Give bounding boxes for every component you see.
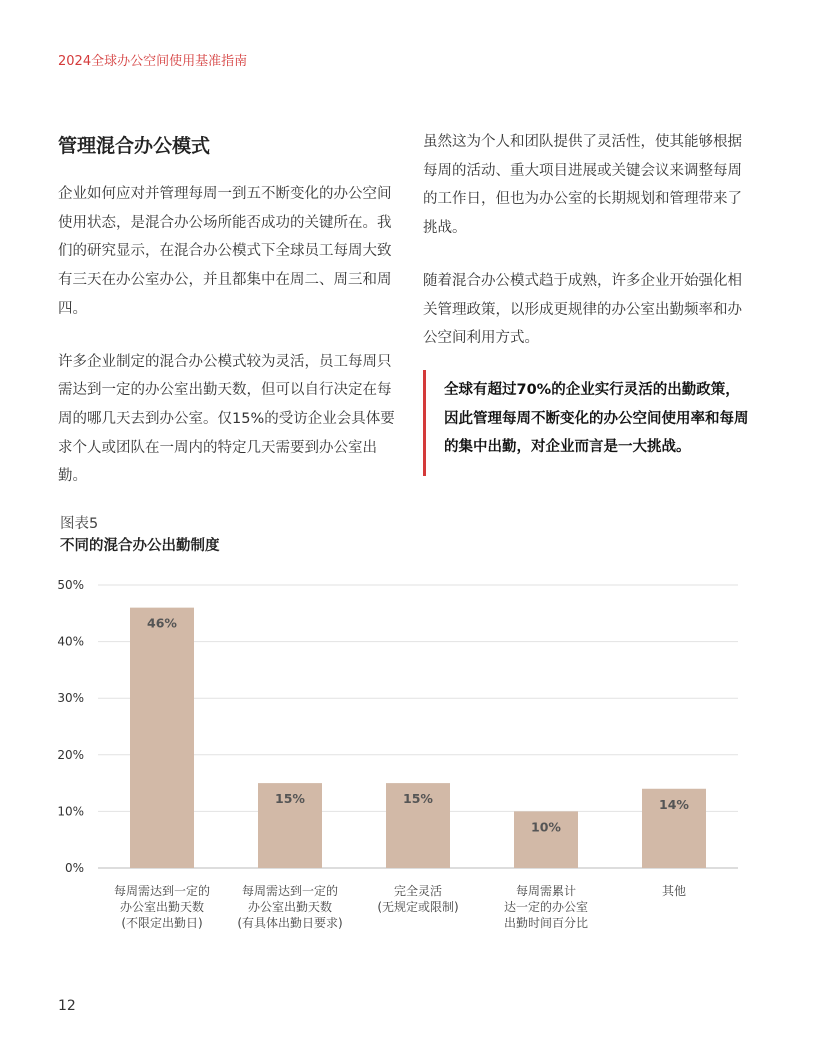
pull-quote-text: 全球有超过70%的企业实行灵活的出勤政策，因此管理每周不断变化的办公空间使用率和每周的集中出勤，对企业而言是一大挑战。 — [444, 382, 749, 455]
right-paragraph-1: 虽然这为个人和团队提供了灵活性，使其能够根据每周的活动、重大项目进展或关键会议来调整每周的工作日，但也为办公室的长期规划和管理带来了挑战。 — [423, 134, 742, 237]
bar — [130, 608, 194, 868]
bar-chart — [0, 570, 816, 950]
figure-title: 不同的混合办公出勤制度 — [60, 538, 220, 554]
x-category-label: 出勤时间百分比 — [503, 916, 589, 930]
x-category-label: 每周需累计 — [515, 884, 577, 898]
bar-value-label: 15% — [275, 791, 305, 807]
y-tick-label: 10% — [57, 804, 84, 819]
x-category-label: 每周需达到一定的 — [113, 884, 211, 898]
y-tick-label: 30% — [57, 691, 84, 706]
left-paragraph-1: 企业如何应对并管理每周一到五不断变化的办公空间使用状态，是混合办公场所能否成功的关键所在。我们的研究显示，在混合办公模式下全球员工每周大致有三天在办公室办公，并且都集中在周二、周三和周四。 — [58, 186, 392, 317]
x-category-label: 办公室出勤天数 — [119, 900, 205, 914]
bar-value-label: 14% — [659, 796, 689, 812]
x-category-label: 达一定的办公室 — [503, 900, 589, 914]
bar-value-label: 10% — [531, 819, 561, 835]
y-tick-label: 0% — [64, 861, 84, 875]
figure-label: 图表5 — [60, 516, 99, 532]
right-paragraph-2: 随着混合办公模式趋于成熟，许多企业开始强化相关管理政策，以形成更规律的办公室出勤频率和办公空间利用方式。 — [423, 272, 742, 347]
x-category-label: (不限定出勤日) — [121, 916, 203, 930]
x-category-label: 每周需达到一定的 — [241, 884, 339, 898]
page-number: 12 — [58, 998, 76, 1014]
pull-quote — [423, 370, 753, 476]
document-header-title: 2024全球办公空间使用基准指南 — [58, 54, 248, 69]
right-column — [423, 128, 755, 377]
y-tick-label: 20% — [57, 747, 84, 762]
x-category-label: 完全灵活 — [393, 884, 443, 898]
x-category-label: (有具体出勤日要求) — [237, 916, 343, 930]
left-paragraph-2: 许多企业制定的混合办公模式较为灵活，员工每周只需达到一定的办公室出勤天数，但可以自行决定在每周的哪几天去到办公室。仅15%的受访企业会具体要求个人或团队在一周内的特定几天需要到办公室出勤。 — [58, 353, 395, 485]
bar-value-label: 15% — [403, 791, 433, 807]
x-category-label: 其他 — [661, 884, 687, 898]
y-tick-label: 40% — [57, 634, 84, 649]
bar-value-label: 46% — [147, 615, 177, 631]
x-category-label: 办公室出勤天数 — [247, 900, 333, 914]
section-heading: 管理混合办公模式 — [58, 135, 211, 157]
y-tick-label: 50% — [57, 578, 84, 592]
left-column — [58, 130, 398, 515]
x-category-label: (无规定或限制) — [377, 900, 459, 914]
